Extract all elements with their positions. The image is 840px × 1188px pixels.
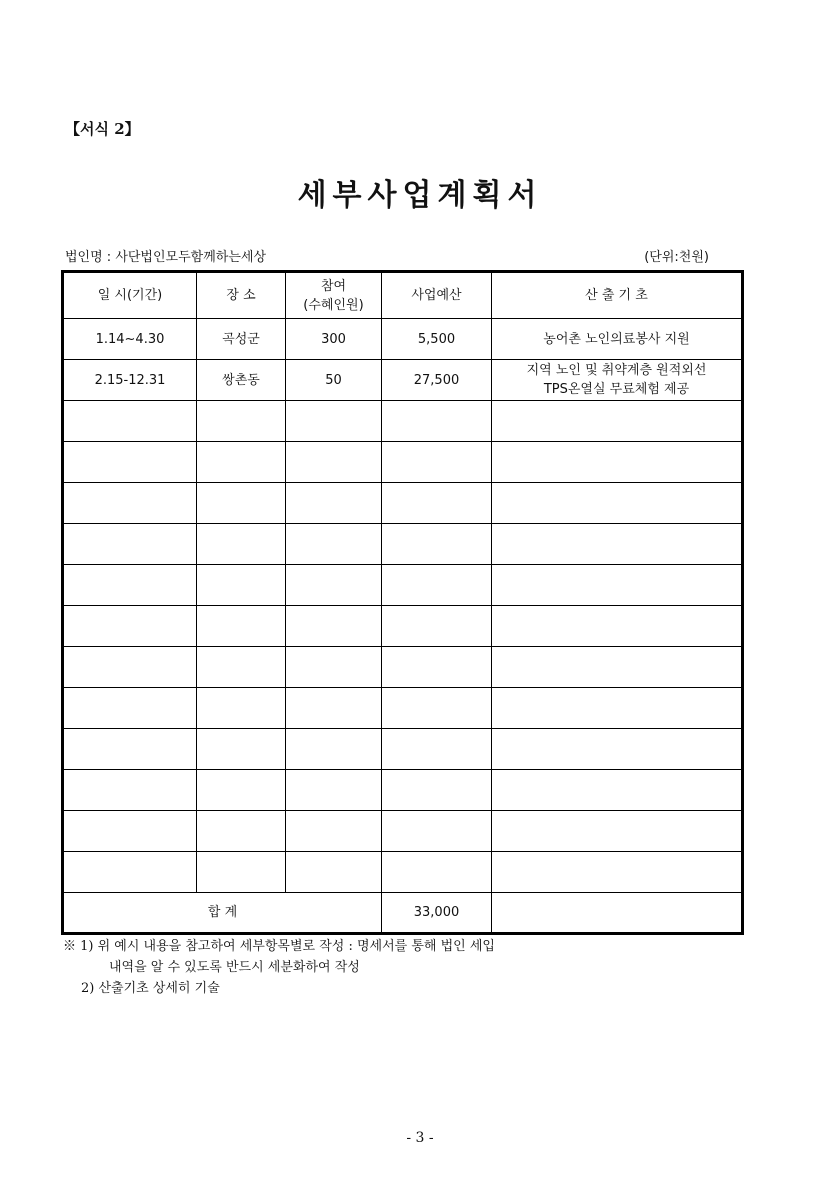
note-line-2: 내역을 알 수 있도록 반드시 세분화하여 작성 bbox=[109, 960, 360, 975]
cell-place: 곡성군 bbox=[197, 319, 286, 360]
empty-row bbox=[64, 401, 742, 442]
empty-cell[interactable] bbox=[492, 852, 742, 893]
project-plan-table bbox=[63, 272, 742, 933]
cell-participants: 300 bbox=[286, 319, 382, 360]
table-row bbox=[64, 319, 742, 360]
empty-cell[interactable] bbox=[64, 524, 197, 565]
empty-cell[interactable] bbox=[492, 442, 742, 483]
empty-cell[interactable] bbox=[492, 647, 742, 688]
empty-cell[interactable] bbox=[382, 647, 492, 688]
form-label: 【서식 2】 bbox=[65, 120, 140, 138]
cell-basis bbox=[492, 319, 742, 360]
empty-cell[interactable] bbox=[492, 565, 742, 606]
empty-cell[interactable] bbox=[286, 811, 382, 852]
empty-cell[interactable] bbox=[64, 606, 197, 647]
empty-cell[interactable] bbox=[382, 401, 492, 442]
empty-cell[interactable] bbox=[197, 852, 286, 893]
empty-cell[interactable] bbox=[492, 606, 742, 647]
empty-cell[interactable] bbox=[197, 688, 286, 729]
organization-name: 법인명 : 사단법인모두함께하는세상 bbox=[65, 250, 267, 265]
header-budget: 사업예산 bbox=[382, 273, 492, 319]
table-row bbox=[64, 360, 742, 401]
empty-cell[interactable] bbox=[382, 770, 492, 811]
note-line-1: ※ 1) 위 예시 내용을 참고하여 세부항목별로 작성 : 명세서를 통해 법인 세입 bbox=[63, 939, 495, 954]
empty-cell[interactable] bbox=[197, 811, 286, 852]
notes bbox=[63, 936, 495, 999]
empty-cell[interactable] bbox=[197, 483, 286, 524]
header-participants-line2: (수혜인원) bbox=[303, 297, 364, 313]
empty-cell[interactable] bbox=[382, 565, 492, 606]
empty-cell[interactable] bbox=[64, 811, 197, 852]
empty-cell[interactable] bbox=[286, 729, 382, 770]
header-period: 일 시(기간) bbox=[64, 273, 197, 319]
empty-row bbox=[64, 647, 742, 688]
empty-cell[interactable] bbox=[64, 483, 197, 524]
empty-cell[interactable] bbox=[197, 524, 286, 565]
empty-cell[interactable] bbox=[197, 770, 286, 811]
cell-basis-line1: 지역 노인 및 취약계층 원적외선 bbox=[526, 363, 707, 378]
cell-budget: 27,500 bbox=[382, 360, 492, 401]
empty-cell[interactable] bbox=[492, 770, 742, 811]
empty-cell[interactable] bbox=[382, 688, 492, 729]
empty-cell[interactable] bbox=[286, 524, 382, 565]
total-row bbox=[64, 893, 742, 933]
note-line-3: 2) 산출기초 상세히 기술 bbox=[81, 981, 220, 996]
empty-cell[interactable] bbox=[492, 811, 742, 852]
empty-row bbox=[64, 483, 742, 524]
empty-cell[interactable] bbox=[197, 729, 286, 770]
empty-cell[interactable] bbox=[64, 647, 197, 688]
empty-cell[interactable] bbox=[197, 647, 286, 688]
empty-cell[interactable] bbox=[492, 524, 742, 565]
empty-cell[interactable] bbox=[492, 729, 742, 770]
empty-cell[interactable] bbox=[64, 852, 197, 893]
empty-cell[interactable] bbox=[382, 729, 492, 770]
empty-cell[interactable] bbox=[382, 483, 492, 524]
empty-row bbox=[64, 852, 742, 893]
empty-row bbox=[64, 811, 742, 852]
header-participants bbox=[286, 273, 382, 319]
empty-cell[interactable] bbox=[286, 565, 382, 606]
cell-basis-line2: TPS온열실 무료체험 제공 bbox=[543, 382, 690, 397]
empty-cell[interactable] bbox=[382, 811, 492, 852]
unit-label: (단위:천원) bbox=[644, 250, 709, 265]
empty-cell[interactable] bbox=[64, 565, 197, 606]
header-place: 장 소 bbox=[197, 273, 286, 319]
empty-cell[interactable] bbox=[286, 442, 382, 483]
header-basis: 산 출 기 초 bbox=[492, 273, 742, 319]
empty-cell[interactable] bbox=[64, 688, 197, 729]
empty-cell[interactable] bbox=[197, 442, 286, 483]
empty-cell[interactable] bbox=[286, 852, 382, 893]
empty-cell[interactable] bbox=[64, 401, 197, 442]
empty-row bbox=[64, 688, 742, 729]
cell-basis-line1: 농어촌 노인의료봉사 지원 bbox=[543, 331, 690, 347]
empty-row bbox=[64, 565, 742, 606]
empty-row bbox=[64, 442, 742, 483]
header-row bbox=[64, 273, 742, 319]
empty-cell[interactable] bbox=[197, 565, 286, 606]
empty-cell[interactable] bbox=[286, 606, 382, 647]
empty-cell[interactable] bbox=[197, 401, 286, 442]
empty-cell[interactable] bbox=[197, 606, 286, 647]
total-basis-cell bbox=[492, 893, 742, 933]
empty-cell[interactable] bbox=[382, 524, 492, 565]
empty-cell[interactable] bbox=[382, 852, 492, 893]
empty-cell[interactable] bbox=[492, 401, 742, 442]
page-number: - 3 - bbox=[406, 1130, 434, 1146]
empty-row bbox=[64, 729, 742, 770]
empty-cell[interactable] bbox=[492, 688, 742, 729]
total-label: 합 계 bbox=[64, 893, 382, 933]
empty-row bbox=[64, 770, 742, 811]
cell-budget: 5,500 bbox=[382, 319, 492, 360]
empty-row bbox=[64, 606, 742, 647]
empty-cell[interactable] bbox=[492, 483, 742, 524]
cell-period: 2.15-12.31 bbox=[64, 360, 197, 401]
header-participants-line1: 참여 bbox=[320, 278, 347, 294]
empty-cell[interactable] bbox=[382, 606, 492, 647]
empty-cell[interactable] bbox=[286, 688, 382, 729]
document-title: 세부사업계획서 bbox=[297, 178, 543, 213]
empty-cell[interactable] bbox=[382, 442, 492, 483]
total-budget: 33,000 bbox=[382, 893, 492, 933]
empty-cell[interactable] bbox=[64, 770, 197, 811]
cell-participants: 50 bbox=[286, 360, 382, 401]
empty-cell[interactable] bbox=[286, 770, 382, 811]
empty-cell[interactable] bbox=[64, 729, 197, 770]
empty-cell[interactable] bbox=[286, 647, 382, 688]
cell-place: 쌍촌동 bbox=[197, 360, 286, 401]
empty-cell[interactable] bbox=[64, 442, 197, 483]
empty-row bbox=[64, 524, 742, 565]
empty-cell[interactable] bbox=[286, 401, 382, 442]
cell-basis bbox=[492, 360, 742, 401]
empty-cell[interactable] bbox=[286, 483, 382, 524]
cell-period: 1.14~4.30 bbox=[64, 319, 197, 360]
